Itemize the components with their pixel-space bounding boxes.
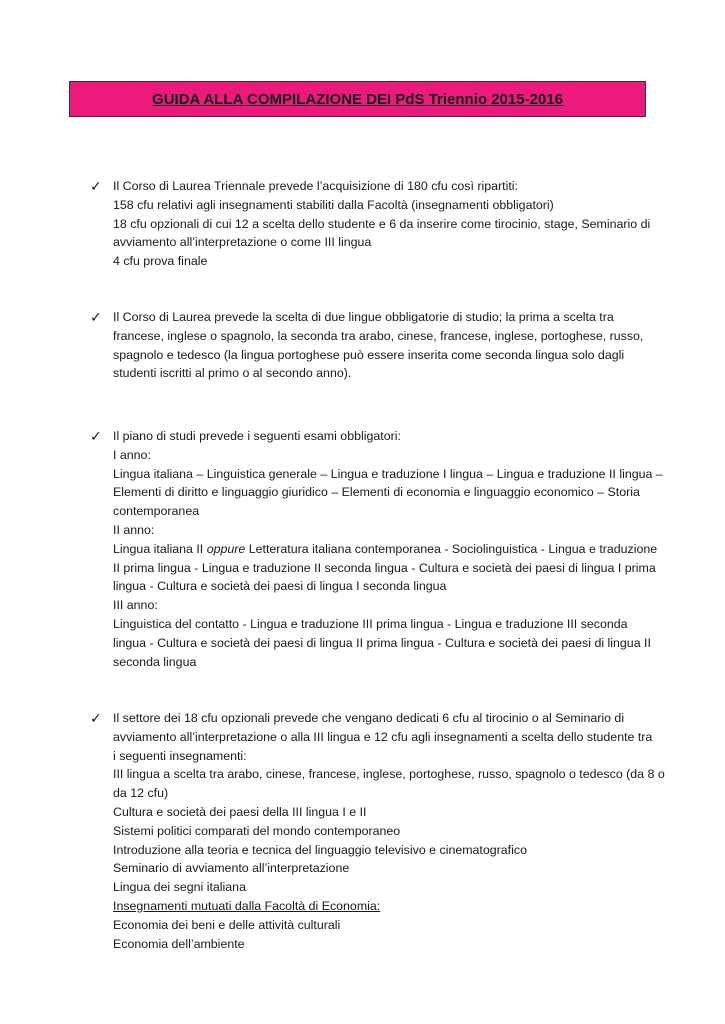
text-line: Economia dell’ambiente: [113, 936, 245, 951]
text-line: Introduzione alla teoria e tecnica del linguaggio televisivo e cinematografico: [113, 842, 527, 857]
text-line: Seminario di avviamento all’interpretazione: [113, 861, 350, 876]
text-line: Economia dei beni e delle attività culturali: [113, 917, 341, 932]
section-text: [113, 427, 673, 671]
text-line: II prima lingua - Lingua e traduzione II seconda lingua - Cultura e società dei paesi di lingua I prima: [113, 560, 656, 575]
checkmark-icon: ✓: [90, 428, 102, 444]
text-line: Elementi di diritto e linguaggio giuridico – Elementi di economia e linguaggio economico – Storia: [113, 485, 640, 500]
year-heading: III anno:: [113, 598, 158, 613]
section-text: [113, 709, 673, 953]
checkmark-icon: ✓: [90, 710, 102, 726]
text-line: Il Corso di Laurea Triennale prevede l’acquisizione di 180 cfu così ripartiti:: [113, 179, 518, 193]
text-line: 18 cfu opzionali di cui 12 a scelta dello studente e 6 da inserire come tirocinio, stage, Seminario di: [113, 216, 651, 231]
document-title: GUIDA ALLA COMPILAZIONE DEI PdS Triennio 2015-2016: [152, 90, 563, 108]
year-heading: II anno:: [113, 522, 155, 537]
text-line: da 12 cfu): [113, 786, 169, 801]
text-line: 158 cfu relativi agli insegnamenti stabiliti dalla Facoltà (insegnamenti obbligatori): [113, 197, 554, 212]
text-segment: Letteratura italiana contemporanea - Sociolinguistica - Lingua e traduzione: [245, 541, 658, 556]
text-line: Sistemi politici comparati del mondo contemporaneo: [113, 823, 401, 838]
text-line: Lingua italiana – Linguistica generale – Lingua e traduzione I lingua – Lingua e traduzione II lingua –: [113, 466, 663, 481]
text-line: Lingua dei segni italiana: [113, 880, 246, 895]
text-line: avviamento all’interpretazione o alla III lingua e 12 cfu agli insegnamenti a scelta dello studente tra: [113, 729, 653, 744]
text-line: III lingua a scelta tra arabo, cinese, francese, inglese, portoghese, russo, spagnolo o tedesco (da 8 o: [113, 767, 665, 782]
text-line: contemporanea: [113, 504, 200, 519]
checkmark-icon: ✓: [90, 309, 102, 325]
text-line: lingua - Cultura e società dei paesi di lingua I seconda lingua: [113, 579, 447, 594]
title-banner: [69, 81, 646, 117]
text-line: Il settore dei 18 cfu opzionali prevede che vengano dedicati 6 cfu al tirocinio o al Seminario di: [113, 711, 625, 725]
checkmark-icon: ✓: [90, 178, 102, 194]
year-heading: I anno:: [113, 447, 151, 462]
text-line: Il Corso di Laurea prevede la scelta di due lingue obbligatorie di studio; la prima a scelta tra: [113, 310, 614, 324]
text-line: francese, inglese o spagnolo, la seconda tra arabo, cinese, francese, inglese, portoghese, russo,: [113, 328, 644, 343]
underlined-heading: Insegnamenti mutuati dalla Facoltà di Economia:: [113, 898, 381, 913]
text-line: lingua - Cultura e società dei paesi di lingua II prima lingua - Cultura e società dei paesi di lingua II: [113, 635, 651, 650]
text-line: i seguenti insegnamenti:: [113, 748, 247, 763]
text-line: Il piano di studi prevede i seguenti esami obbligatori:: [113, 429, 401, 443]
text-line: [113, 540, 673, 559]
text-segment: Lingua italiana II: [113, 541, 207, 556]
italic-text: oppure: [206, 541, 246, 556]
text-line: 4 cfu prova finale: [113, 254, 208, 269]
text-line: seconda lingua: [113, 654, 197, 669]
text-line: spagnolo e tedesco (la lingua portoghese può essere inserita come seconda lingua solo dagli: [113, 347, 625, 362]
section-text: [113, 177, 673, 271]
text-line: Cultura e società dei paesi della III lingua I e II: [113, 804, 367, 819]
section-text: [113, 308, 673, 383]
text-line: studenti iscritti al primo o al secondo anno).: [113, 366, 352, 381]
text-line: Linguistica del contatto - Lingua e traduzione III prima lingua - Lingua e traduzione III seconda: [113, 616, 628, 631]
text-line: avviamento all’interpretazione o come III lingua: [113, 235, 372, 250]
